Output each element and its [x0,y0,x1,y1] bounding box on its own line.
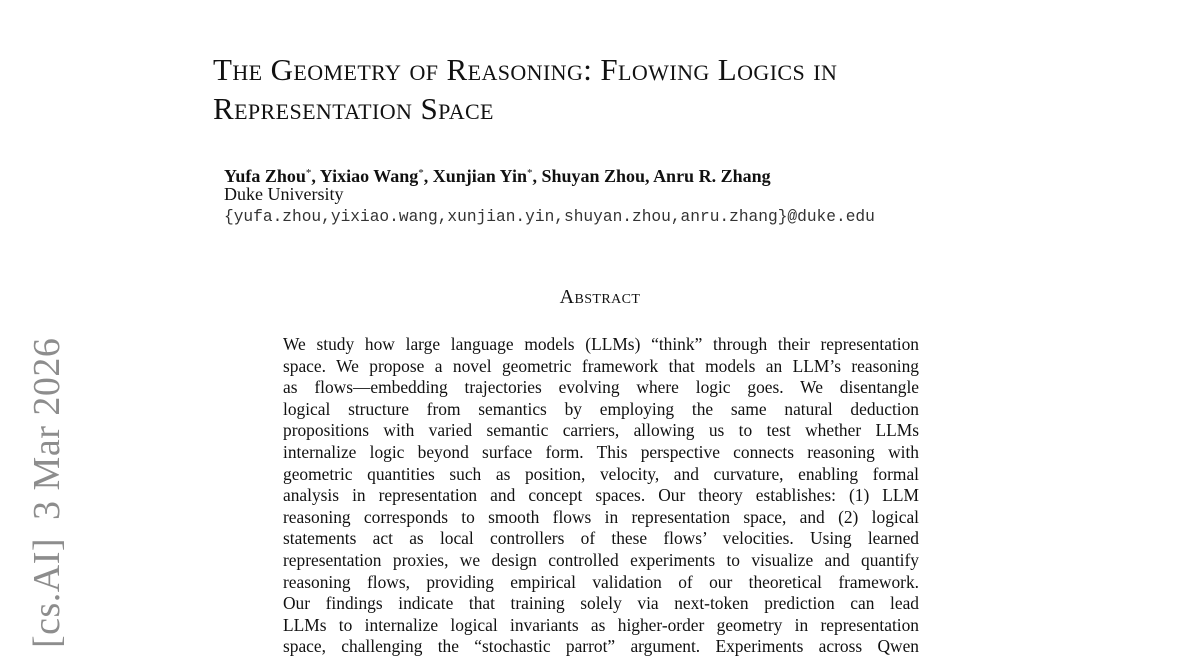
abstract-line: representation proxies, we design controlled experiments to visualize and quantify [283,549,919,570]
abstract-line: analysis in representation and concept spaces. Our theory establishes: (1) LLM [283,485,919,506]
abstract-line: LLMs to internalize logical invariants as higher-order geometry in representation [283,614,919,635]
arxiv-stamp [28,338,66,648]
arxiv-date: 3 Mar 2026 [26,337,68,520]
author-name: Shuyan Zhou [541,166,646,186]
equal-contribution-mark: * [418,167,424,179]
paper-title-line-1: The Geometry of Reasoning: Flowing Logics in [213,52,838,87]
abstract-line: Our findings indicate that training solely via next-token prediction can lead [283,593,919,614]
author-emails: {yufa.zhou,yixiao.wang,xunjian.yin,shuyan.zhou,anru.zhang}@duke.edu [224,208,875,226]
abstract-heading: Abstract [559,286,641,308]
abstract-line: as flows—embedding trajectories evolving where logic goes. We disentangle [283,377,919,398]
abstract-line: geometric quantities such as position, velocity, and curvature, enabling formal [283,463,919,484]
arxiv-category: [cs.AI] [26,537,68,648]
paper-title-line-2: Representation Space [213,91,494,126]
equal-contribution-mark: * [305,167,312,179]
abstract-body [283,334,919,658]
abstract-line: We study how large language models (LLMs) “think” through their representation [283,334,919,354]
author-name: Yufa Zhou [224,166,306,186]
abstract-line: reasoning corresponds to smooth flows in representation space, and (2) logical [283,506,919,527]
abstract-line: propositions with varied semantic carriers, allowing us to test whether LLMs [283,420,919,441]
author-list: Yufa Zhou*, Yixiao Wang*, Xunjian Yin*, Shuyan Zhou, Anru R. Zhang [224,166,771,186]
author-name: Xunjian Yin [432,166,527,186]
abstract-line: reasoning flows, providing empirical validation of our theoretical framework. [283,571,919,592]
abstract-line: space, challenging the “stochastic parrot” argument. Experiments across Qwen [283,636,919,657]
author-name: Anru R. Zhang [653,166,771,186]
equal-contribution-mark: * [526,167,533,179]
abstract-line: internalize logic beyond surface form. This perspective connects reasoning with [283,441,919,462]
author-name: Yixiao Wang [319,166,419,186]
affiliation: Duke University [224,184,344,204]
paper-title [213,50,1073,128]
abstract-line: space. We propose a novel geometric framework that models an LLM’s reasoning [283,355,919,376]
abstract-line: statements act as local controllers of these flows’ velocities. Using learned [283,528,919,549]
abstract-line: logical structure from semantics by employing the same natural deduction [283,398,919,419]
